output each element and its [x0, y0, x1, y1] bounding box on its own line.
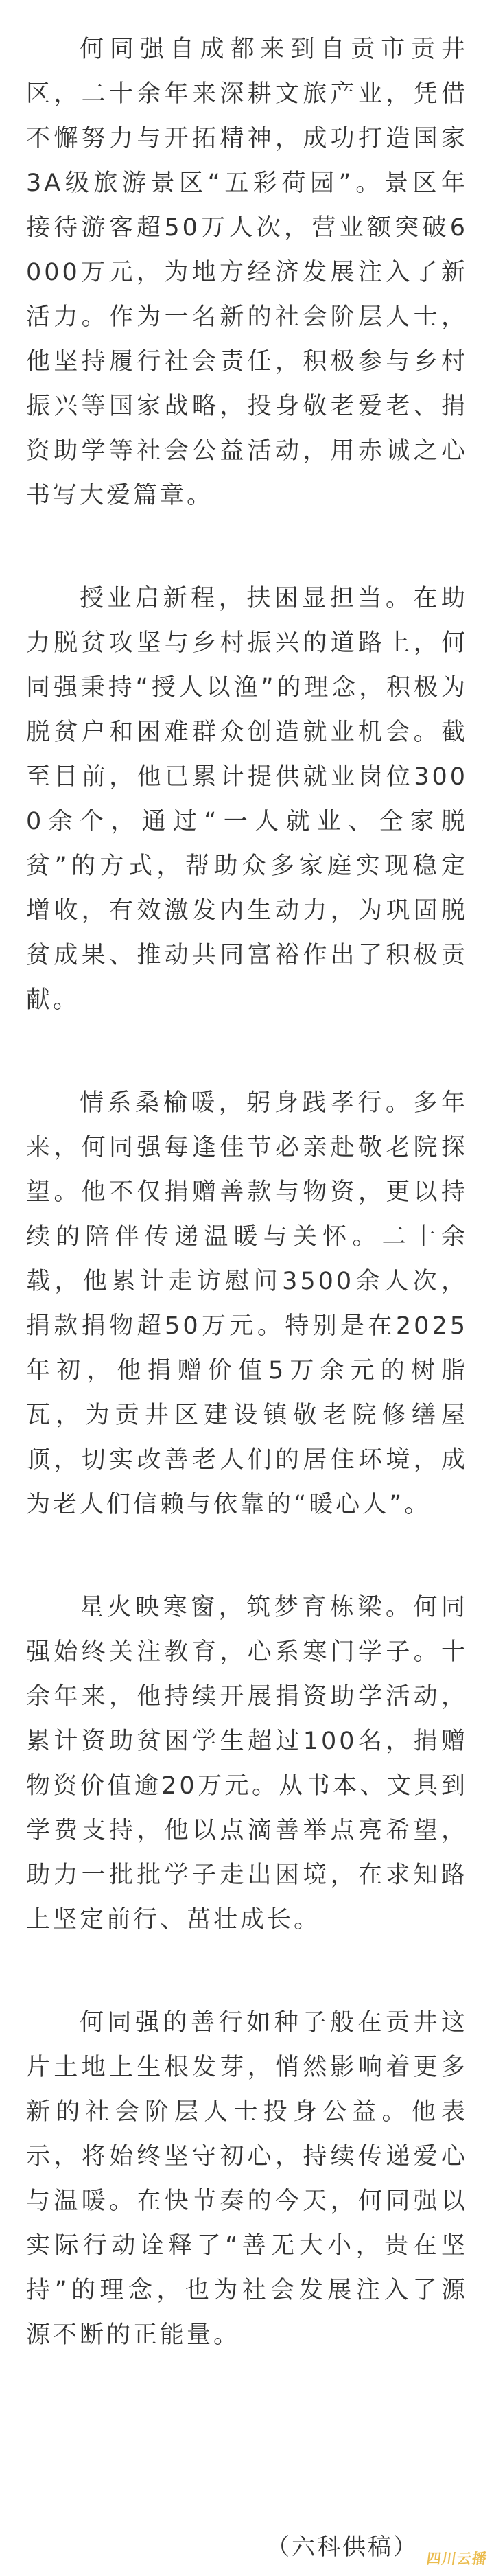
article-body: [26, 27, 468, 2358]
paragraph-elderly-care: 情系桑榆暖，躬身践孝行。多年来，何同强每逢佳节必亲赴敬老院探望。他不仅捐赠善款与物资，更以持续的陪伴传递温暖与关怀。二十余载，他累计走访慰问3500余人次，捐款捐物超50万元。特别是在2025年初，他捐赠价值5万余元的树脂瓦，为贡井区建设镇敬老院修缮屋顶，切实改善老人们的居住环境，成为老人们信赖与依靠的“暖心人”。: [26, 1089, 468, 1518]
watermark-logo: [424, 2543, 490, 2573]
paragraph-intro: 何同强自成都来到自贡市贡井区，二十余年来深耕文旅产业，凭借不懈努力与开拓精神，成功打造国家3A级旅游景区“五彩荷园”。景区年接待游客超50万人次，营业额突破6000万元，为地方经济发展注入了新活力。作为一名新的社会阶层人士，他坚持履行社会责任，积极参与乡村振兴等国家战略，投身敬老爱老、捐资助学等社会公益活动，用赤诚之心书写大爱篇章。: [26, 36, 468, 509]
paragraph-education: 星火映寒窗，筑梦育栋梁。何同强始终关注教育，心系寒门学子。十余年来，他持续开展捐资助学活动，累计资助贫困学生超过100名，捐赠物资价值逾20万元。从书本、文具到学费支持，他以点滴善举点亮希望，助力一批批学子走出困境，在求知路上坚定前行、茁壮成长。: [26, 1594, 468, 1934]
article-source: （六科供稿）: [266, 2533, 419, 2561]
paragraph-employment: 授业启新程，扶困显担当。在助力脱贫攻坚与乡村振兴的道路上，何同强秉持“授人以渔”的理念，积极为脱贫户和困难群众创造就业机会。截至目前，他已累计提供就业岗位3000余个，通过“一人就业、全家脱贫”的方式，帮助众多家庭实现稳定增收，有效激发内生动力，为巩固脱贫成果、推动共同富裕作出了积极贡献。: [26, 585, 468, 1014]
paragraph-conclusion: 何同强的善行如种子般在贡井这片土地上生根发芽，悄然影响着更多新的社会阶层人士投身公益。他表示，将始终坚守初心，持续传递爱心与温暖。在快节奏的今天，何同强以实际行动诠释了“善无大小，贵在坚持”的理念，也为社会发展注入了源源不断的正能量。: [26, 2009, 468, 2349]
watermark-text: 四川云播: [425, 2551, 489, 2567]
